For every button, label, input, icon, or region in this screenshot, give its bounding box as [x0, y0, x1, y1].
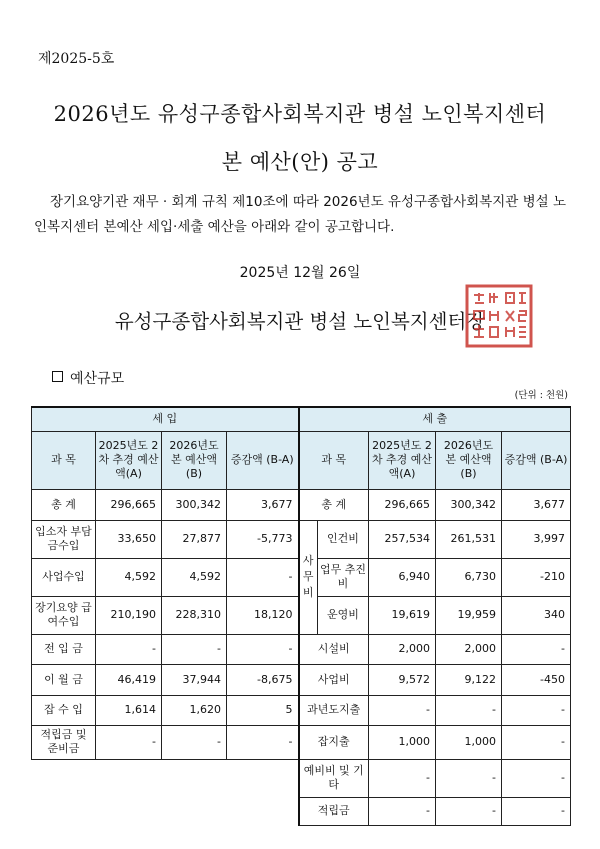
table-row — [32, 489, 571, 520]
revenue-diff: - — [227, 725, 299, 759]
revenue-diff: -5,773 — [227, 520, 299, 558]
table-row — [32, 520, 571, 558]
expense-diff: 3,677 — [502, 489, 571, 520]
expense-diff: - — [502, 634, 571, 664]
expense-subject: 운영비 — [318, 596, 369, 634]
revenue-diff: -8,675 — [227, 664, 299, 695]
expense-curr: 2,000 — [436, 634, 502, 664]
revenue-prev: 1,614 — [96, 695, 162, 725]
revenue-prev: 296,665 — [96, 489, 162, 520]
revenue-diff: 3,677 — [227, 489, 299, 520]
body-paragraph: 장기요양기관 재무 · 회계 규칙 제10조에 따라 2026년도 유성구종합사회복지관 병설 노인복지센터 본예산 세입·세출 예산을 아래와 같이 공고합니다. — [34, 194, 567, 235]
section-heading-label: 예산규모 — [70, 371, 125, 387]
table-row — [32, 759, 571, 797]
revenue-col-diff: 증감액 (B-A) — [227, 431, 299, 489]
expense-subject: 적립금 — [299, 797, 369, 825]
revenue-subject: 이 월 금 — [32, 664, 96, 695]
expense-col-curr: 2026년도 본 예산액(B) — [436, 431, 502, 489]
revenue-prev: 210,190 — [96, 596, 162, 634]
revenue-curr: 228,310 — [162, 596, 227, 634]
official-seal-icon — [464, 283, 534, 349]
expense-prev: 1,000 — [369, 725, 436, 759]
expense-curr: - — [436, 797, 502, 825]
revenue-curr: 300,342 — [162, 489, 227, 520]
title-line-1: 2026년도 유성구종합사회복지관 병설 노인복지센터 — [53, 102, 547, 126]
expense-prev: - — [369, 797, 436, 825]
expense-prev: 19,619 — [369, 596, 436, 634]
revenue-subject: 총 계 — [32, 489, 96, 520]
expense-subject: 사업비 — [299, 664, 369, 695]
expense-prev: 6,940 — [369, 558, 436, 596]
expense-diff: -210 — [502, 558, 571, 596]
expense-curr: - — [436, 695, 502, 725]
unit-note: (단위 : 천원) — [514, 390, 568, 401]
expense-col-prev: 2025년도 2차 추경 예산액(A) — [369, 431, 436, 489]
revenue-diff: - — [227, 634, 299, 664]
expense-curr: 300,342 — [436, 489, 502, 520]
expense-subject: 업무 추진비 — [318, 558, 369, 596]
expense-prev: 296,665 — [369, 489, 436, 520]
document-number: 제2025-5호 — [38, 51, 115, 67]
expense-diff: - — [502, 695, 571, 725]
announcement-date: 2025년 12월 26일 — [239, 265, 361, 281]
revenue-col-curr: 2026년도 본 예산액(B) — [162, 431, 227, 489]
expense-diff: -450 — [502, 664, 571, 695]
revenue-subject: 장기요양 급여수입 — [32, 596, 96, 634]
revenue-curr: 4,592 — [162, 558, 227, 596]
expense-curr: 1,000 — [436, 725, 502, 759]
title-line-2: 본 예산(안) 공고 — [221, 150, 379, 174]
revenue-subject: 입소자 부담금수입 — [32, 520, 96, 558]
table-row — [32, 695, 571, 725]
empty-cell — [32, 759, 299, 825]
revenue-prev: 4,592 — [96, 558, 162, 596]
expense-prev: 257,534 — [369, 520, 436, 558]
expense-prev: 2,000 — [369, 634, 436, 664]
expense-diff: - — [502, 759, 571, 797]
revenue-curr: - — [162, 725, 227, 759]
revenue-prev: 46,419 — [96, 664, 162, 695]
revenue-diff: 18,120 — [227, 596, 299, 634]
table-row — [32, 725, 571, 759]
revenue-col-prev: 2025년도 2차 추경 예산액(A) — [96, 431, 162, 489]
revenue-curr: - — [162, 634, 227, 664]
revenue-curr: 27,877 — [162, 520, 227, 558]
revenue-header: 세 입 — [32, 407, 299, 431]
expense-diff: - — [502, 725, 571, 759]
budget-table — [31, 406, 571, 826]
expense-subject: 시설비 — [299, 634, 369, 664]
expense-prev: 9,572 — [369, 664, 436, 695]
revenue-prev: - — [96, 634, 162, 664]
expense-col-diff: 증감액 (B-A) — [502, 431, 571, 489]
expense-subject: 잡지출 — [299, 725, 369, 759]
revenue-curr: 1,620 — [162, 695, 227, 725]
expense-subject: 인건비 — [318, 520, 369, 558]
expense-curr: 9,122 — [436, 664, 502, 695]
sabi-group-label: 사무비 — [299, 520, 318, 634]
revenue-subject: 잡 수 입 — [32, 695, 96, 725]
revenue-diff: - — [227, 558, 299, 596]
revenue-prev: - — [96, 725, 162, 759]
expense-curr: - — [436, 759, 502, 797]
table-row — [32, 634, 571, 664]
revenue-prev: 33,650 — [96, 520, 162, 558]
expense-diff: 340 — [502, 596, 571, 634]
revenue-subject: 사업수입 — [32, 558, 96, 596]
expense-subject: 과년도지출 — [299, 695, 369, 725]
checkbox-square-icon — [52, 371, 63, 382]
expense-diff: 3,997 — [502, 520, 571, 558]
expense-col-subject: 과 목 — [299, 431, 369, 489]
revenue-subject: 적립금 및 준비금 — [32, 725, 96, 759]
section-heading — [52, 368, 124, 388]
organization-name: 유성구종합사회복지관 병설 노인복지센터장 — [114, 310, 486, 333]
table-row — [32, 664, 571, 695]
expense-prev: - — [369, 695, 436, 725]
expense-subject: 총 계 — [299, 489, 369, 520]
expense-curr: 6,730 — [436, 558, 502, 596]
revenue-diff: 5 — [227, 695, 299, 725]
revenue-curr: 37,944 — [162, 664, 227, 695]
expense-prev: - — [369, 759, 436, 797]
revenue-col-subject: 과 목 — [32, 431, 96, 489]
expense-curr: 261,531 — [436, 520, 502, 558]
revenue-subject: 전 입 금 — [32, 634, 96, 664]
expense-subject: 예비비 및 기타 — [299, 759, 369, 797]
expense-header: 세 출 — [299, 407, 571, 431]
expense-curr: 19,959 — [436, 596, 502, 634]
expense-diff: - — [502, 797, 571, 825]
